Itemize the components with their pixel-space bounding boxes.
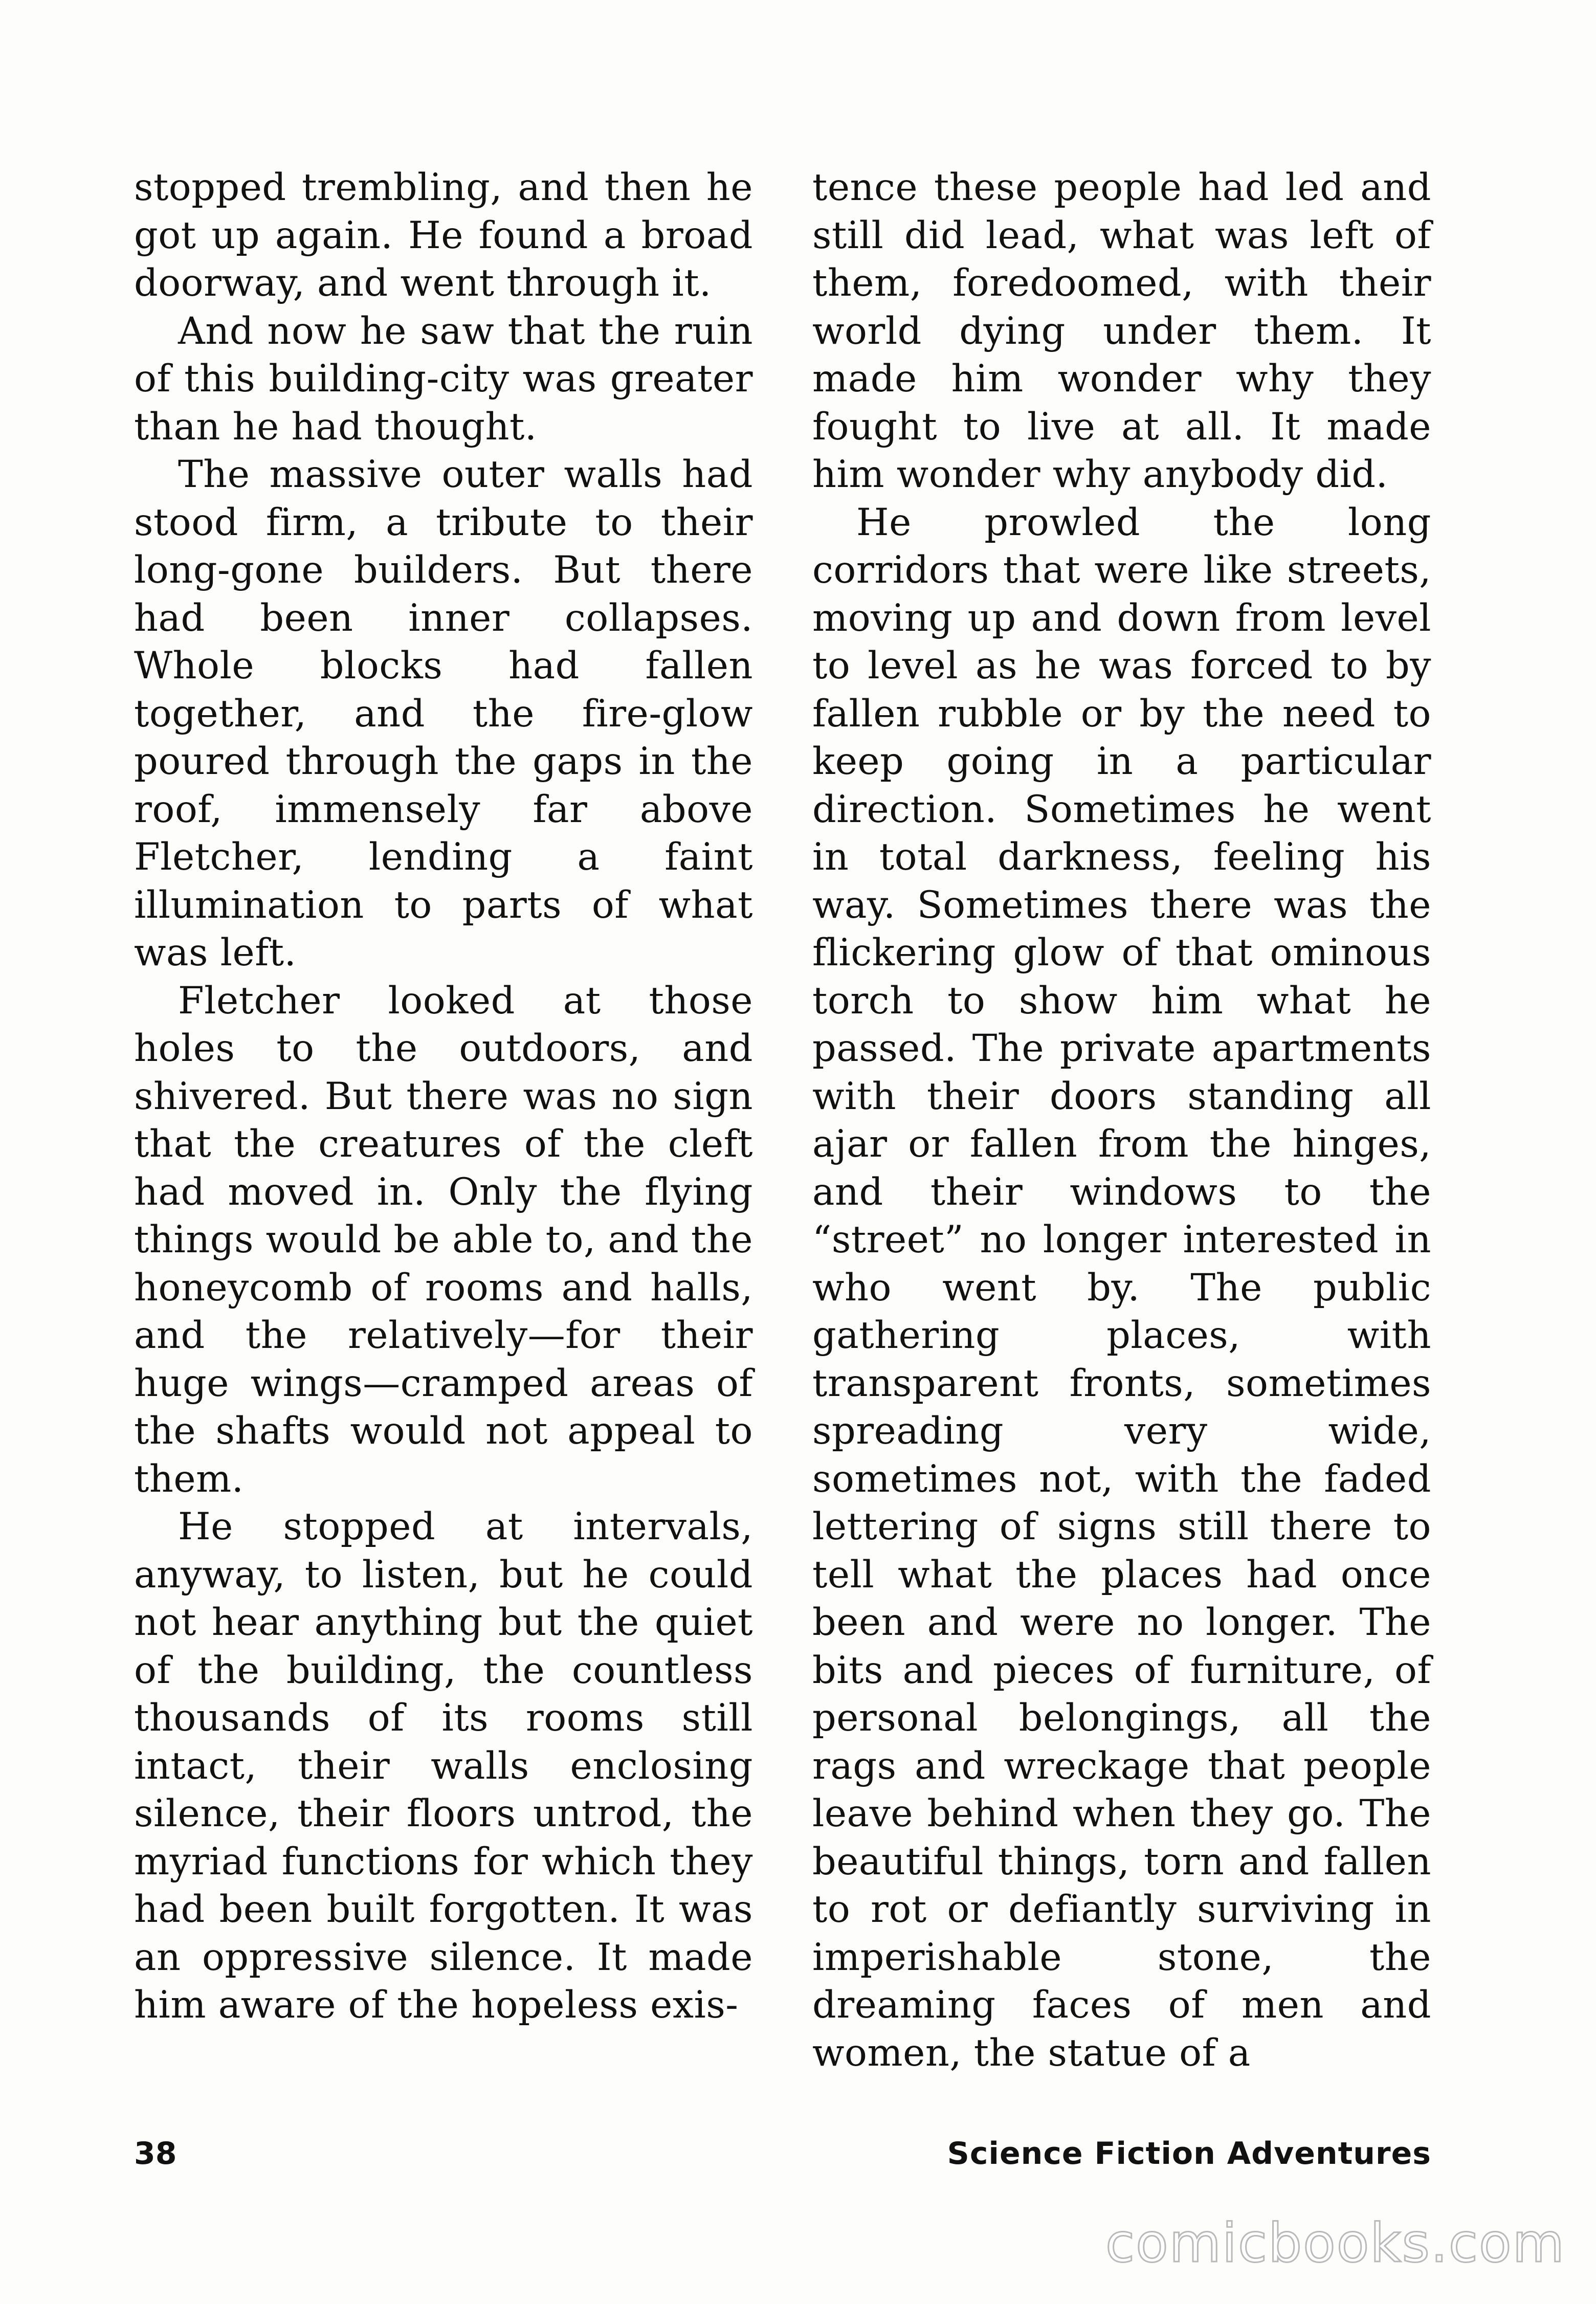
paragraph: And now he saw that the ruin of this building-city was greater than he had thought. — [134, 309, 753, 449]
running-title: Science Fiction Adventures — [947, 2136, 1431, 2172]
paragraph-continued: stopped trembling, and then he got up again. He found a broad doorway, and went through it. — [134, 166, 753, 305]
page-number: 38 — [134, 2136, 177, 2172]
paragraph: The massive outer walls had stood firm, a tribute to their long-gone builders. But there had been inner collapses. Whole blocks had fallen together, and the fire-glow poured through the gaps in the roof, immensely far above Fletcher, lending a faint illumination to parts of what was left. — [134, 453, 753, 974]
paragraph-continued: tence these people had led and still did lead, what was left of them, foredoomed, with their world dying under them. It made him wonder why they fought to live at all. It made him wonder why anybody did. — [812, 166, 1431, 496]
watermark-logo: comicbooks.com — [1105, 2212, 1565, 2274]
paragraph: He prowled the long corridors that were like streets, moving up and down from level to level as he was forced to by fallen rubble or by the need to keep going in a particular direction. Sometimes he went in total darkness, feeling his way. Sometimes there was the flickering glow of that ominous torch to show him what he passed. The private apartments with their doors standing all ajar or fallen from the hinges, and their windows to the “street” no longer interested in who went by. The public gathering places, with transparent fronts, sometimes spreading very wide, sometimes not, with the faded lettering of signs still there to tell what the places had once been and were no longer. The bits and pieces of furniture, of personal belongings, all the rags and wreckage that people leave behind when they go. The beautiful things, torn and fallen to rot or defiantly surviving in imperishable stone, the dreaming faces of men and women, the statue of a — [812, 500, 1431, 2075]
paragraph: Fletcher looked at those holes to the outdoors, and shivered. But there was no sign that the creatures of the cleft had moved in. Only the flying things would be able to, and the honeycomb of rooms and halls, and the relatively—for their huge wings—cramped areas of the shafts would not appeal to them. — [134, 979, 753, 1501]
left-text-column — [134, 164, 753, 2029]
paragraph: He stopped at intervals, anyway, to listen, but he could not hear anything but the quiet of the building, the countless thousands of its rooms still intact, their walls enclosing silence, their floors untrod, the myriad functions for which they had been built forgotten. It was an oppressive silence. It made him aware of the hopeless exis- — [134, 1505, 753, 2027]
right-text-column — [812, 164, 1431, 2077]
